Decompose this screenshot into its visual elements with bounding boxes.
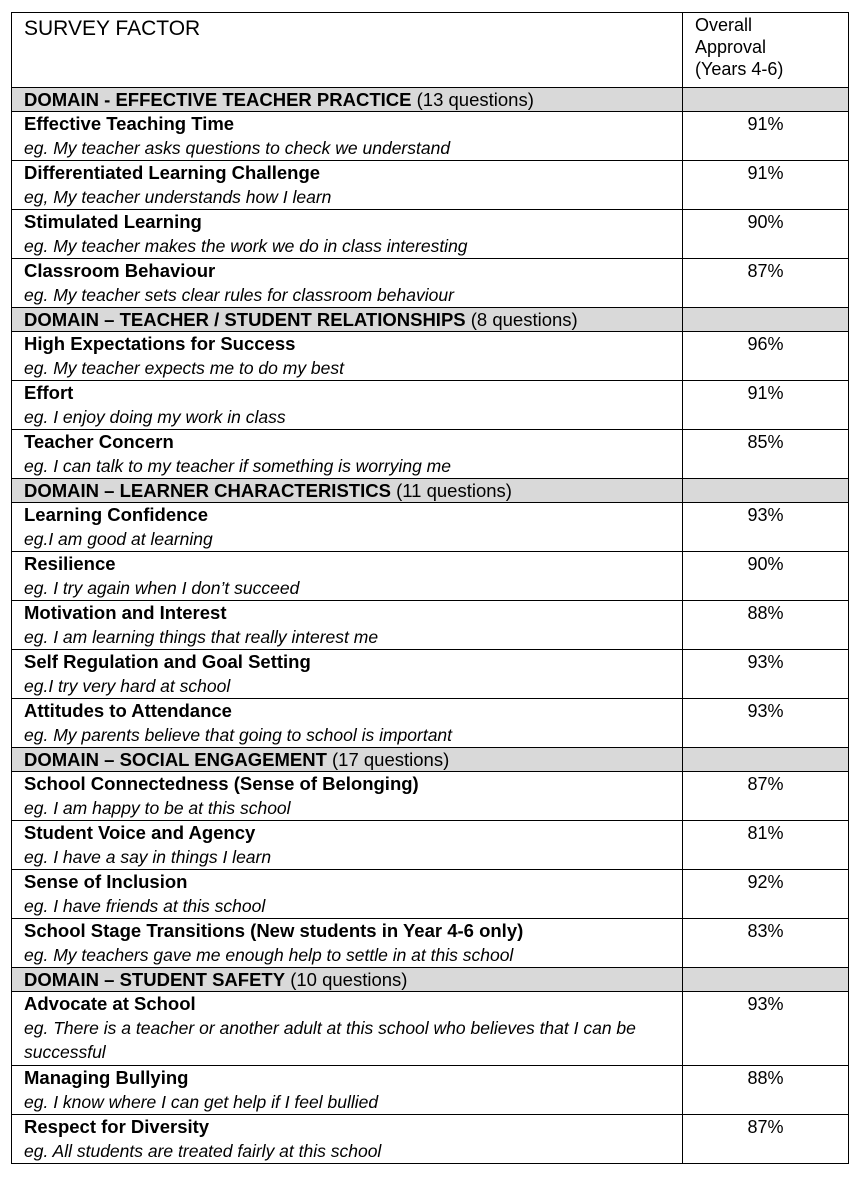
domain-header-empty-cell — [683, 968, 849, 992]
domain-title: DOMAIN – STUDENT SAFETY — [24, 969, 286, 990]
factor-approval: 81% — [683, 821, 849, 870]
factor-row — [12, 650, 849, 699]
factor-row — [12, 552, 849, 601]
factor-cell — [12, 161, 683, 210]
domain-title: DOMAIN – TEACHER / STUDENT RELATIONSHIPS — [24, 309, 466, 330]
factor-name: Respect for Diversity — [24, 1116, 210, 1137]
factor-row — [12, 210, 849, 259]
table-header-row — [12, 13, 849, 88]
factor-row — [12, 1066, 849, 1115]
factor-cell — [12, 381, 683, 430]
factor-row — [12, 699, 849, 748]
factor-cell — [12, 821, 683, 870]
factor-cell — [12, 772, 683, 821]
factor-cell — [12, 210, 683, 259]
factor-approval: 88% — [683, 1066, 849, 1115]
domain-question-count: (11 questions) — [396, 480, 512, 501]
factor-cell — [12, 430, 683, 479]
approval-header-line: (Years 4-6) — [695, 59, 784, 79]
domain-question-count: (10 questions) — [290, 969, 408, 990]
factor-name: School Connectedness (Sense of Belonging) — [24, 773, 419, 794]
factor-example: eg. My teacher sets clear rules for classroom behaviour — [24, 285, 454, 305]
factor-name: Resilience — [24, 553, 116, 574]
factor-cell — [12, 870, 683, 919]
domain-header-row — [12, 748, 849, 772]
factor-approval: 85% — [683, 430, 849, 479]
factor-example: eg. I have a say in things I learn — [24, 847, 272, 867]
factor-example: eg. I try again when I don’t succeed — [24, 578, 300, 598]
domain-question-count: (13 questions) — [416, 89, 534, 110]
domain-header-row — [12, 479, 849, 503]
factor-approval: 88% — [683, 601, 849, 650]
factor-approval: 92% — [683, 870, 849, 919]
domain-header-row — [12, 308, 849, 332]
factor-example: eg. My parents believe that going to school is important — [24, 725, 453, 745]
factor-cell — [12, 992, 683, 1066]
domain-header-empty-cell — [683, 479, 849, 503]
domain-header-row — [12, 968, 849, 992]
factor-name: Managing Bullying — [24, 1067, 189, 1088]
factor-name: Effort — [24, 382, 74, 403]
survey-results-table — [11, 12, 849, 1164]
factor-example: eg. My teacher makes the work we do in class interesting — [24, 236, 468, 256]
factor-approval: 93% — [683, 992, 849, 1066]
factor-name: Student Voice and Agency — [24, 822, 256, 843]
survey-factor-header: SURVEY FACTOR — [12, 13, 683, 88]
factor-name: Sense of Inclusion — [24, 871, 188, 892]
factor-approval: 93% — [683, 699, 849, 748]
domain-title: DOMAIN – SOCIAL ENGAGEMENT — [24, 749, 327, 770]
factor-row — [12, 112, 849, 161]
domain-title: DOMAIN - EFFECTIVE TEACHER PRACTICE — [24, 89, 412, 110]
domain-header-cell — [12, 748, 683, 772]
factor-cell — [12, 1066, 683, 1115]
domain-header-cell — [12, 968, 683, 992]
factor-approval: 93% — [683, 650, 849, 699]
factor-cell — [12, 332, 683, 381]
factor-example: eg. My teachers gave me enough help to settle in at this school — [24, 945, 514, 965]
factor-name: School Stage Transitions (New students in Year 4-6 only) — [24, 920, 524, 941]
factor-cell — [12, 699, 683, 748]
factor-cell — [12, 552, 683, 601]
factor-example: eg. I am learning things that really interest me — [24, 627, 379, 647]
factor-row — [12, 1115, 849, 1164]
factor-cell — [12, 112, 683, 161]
factor-example: eg. I am happy to be at this school — [24, 798, 291, 818]
factor-approval: 90% — [683, 210, 849, 259]
factor-row — [12, 821, 849, 870]
factor-example: eg. All students are treated fairly at this school — [24, 1141, 382, 1161]
factor-cell — [12, 259, 683, 308]
factor-example: eg. I enjoy doing my work in class — [24, 407, 286, 427]
domain-header-cell — [12, 308, 683, 332]
domain-header-row — [12, 88, 849, 112]
factor-example: eg. I have friends at this school — [24, 896, 266, 916]
factor-row — [12, 601, 849, 650]
factor-example: eg. I can talk to my teacher if something is worrying me — [24, 456, 451, 476]
factor-row — [12, 161, 849, 210]
overall-approval-header — [683, 13, 849, 88]
factor-approval: 93% — [683, 503, 849, 552]
factor-row — [12, 992, 849, 1066]
factor-row — [12, 870, 849, 919]
factor-approval: 90% — [683, 552, 849, 601]
factor-name: Classroom Behaviour — [24, 260, 216, 281]
approval-header-line: Approval — [695, 37, 767, 57]
factor-name: Attitudes to Attendance — [24, 700, 232, 721]
factor-approval: 91% — [683, 161, 849, 210]
factor-name: Teacher Concern — [24, 431, 174, 452]
factor-row — [12, 381, 849, 430]
factor-example: eg. My teacher expects me to do my best — [24, 358, 345, 378]
factor-row — [12, 430, 849, 479]
factor-example: eg.I try very hard at school — [24, 676, 231, 696]
factor-row — [12, 772, 849, 821]
factor-approval: 87% — [683, 772, 849, 821]
factor-cell — [12, 919, 683, 968]
factor-approval: 87% — [683, 259, 849, 308]
domain-title: DOMAIN – LEARNER CHARACTERISTICS — [24, 480, 391, 501]
factor-row — [12, 332, 849, 381]
factor-row — [12, 919, 849, 968]
domain-header-cell — [12, 479, 683, 503]
factor-name: Motivation and Interest — [24, 602, 227, 623]
factor-name: Advocate at School — [24, 993, 196, 1014]
domain-header-empty-cell — [683, 308, 849, 332]
domain-header-empty-cell — [683, 748, 849, 772]
factor-row — [12, 259, 849, 308]
factor-approval: 87% — [683, 1115, 849, 1164]
factor-example: eg, My teacher understands how I learn — [24, 187, 332, 207]
domain-question-count: (17 questions) — [332, 749, 450, 770]
factor-cell — [12, 503, 683, 552]
factor-name: High Expectations for Success — [24, 333, 296, 354]
factor-approval: 83% — [683, 919, 849, 968]
domain-question-count: (8 questions) — [470, 309, 578, 330]
approval-header-line: Overall — [695, 15, 753, 35]
factor-name: Differentiated Learning Challenge — [24, 162, 321, 183]
factor-approval: 96% — [683, 332, 849, 381]
factor-name: Stimulated Learning — [24, 211, 202, 232]
factor-cell — [12, 650, 683, 699]
factor-name: Learning Confidence — [24, 504, 208, 525]
factor-example: eg.I am good at learning — [24, 529, 213, 549]
factor-name: Effective Teaching Time — [24, 113, 235, 134]
factor-example: eg. My teacher asks questions to check we understand — [24, 138, 451, 158]
factor-cell — [12, 601, 683, 650]
factor-approval: 91% — [683, 381, 849, 430]
domain-header-cell — [12, 88, 683, 112]
factor-example: eg. I know where I can get help if I feel bullied — [24, 1092, 379, 1112]
domain-header-empty-cell — [683, 88, 849, 112]
factor-example: eg. There is a teacher or another adult at this school who believes that I can be successful — [24, 1018, 636, 1062]
factor-row — [12, 503, 849, 552]
factor-name: Self Regulation and Goal Setting — [24, 651, 311, 672]
factor-approval: 91% — [683, 112, 849, 161]
factor-cell — [12, 1115, 683, 1164]
